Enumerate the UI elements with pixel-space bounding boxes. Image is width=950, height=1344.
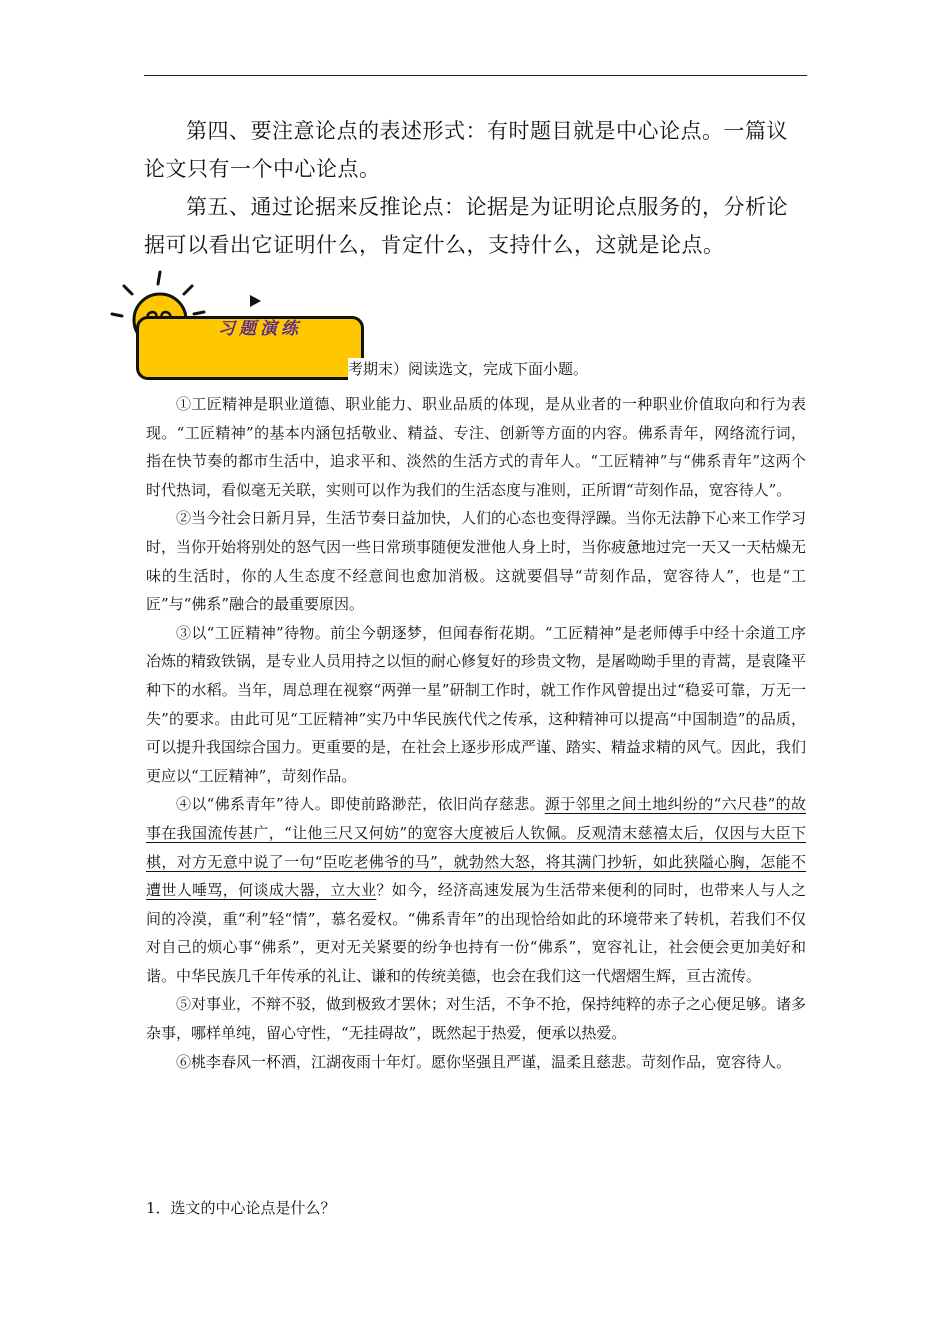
question-1: 1．选文的中心论点是什么？: [146, 1199, 336, 1217]
paragraph-4-end: ？如今，经济高速发展为生活带来便利的同时，也带来人与人之间的冷漠，重“利”轻“情”，慕名爱权。“佛系青年”的出现恰给如此的环境带来了转机，若我们不仅对自己的烦心事“佛系”，更对无关紧要的纷争也持有一份“佛系”，宽容礼让，社会便会更加美好和谐。中华民族几千年传承的礼让、谦和的传统美德，也会在我们这一代熠熠生辉，亘古流传。: [146, 881, 806, 985]
paragraph-3: ③以“工匠精神”待物。前尘今朝逐梦，但闻春衔花期。“工匠精神”是老师傅手中经十余道工序冶炼的精致铁锅，是专业人员用持之以恒的耐心修复好的珍贵文物，是屠呦呦手里的青蒿，是袁隆平种下的水稻。当年，周总理在视察“两弹一星”研制工作时，就工作作风曾提出过“稳妥可靠，万无一失”的要求。由此可见“工匠精神”实乃中华民族代代之传承，这种精神可以提高“中国制造”的品质，可以提升我国综合国力。更重要的是，在社会上逐步形成严谨、踏实、精益求精的风气。因此，我们更应以“工匠精神”，苛刻作品。: [146, 623, 807, 785]
header-rule: [144, 75, 807, 76]
source-line: 考期末）阅读选文，完成下面小题。: [348, 360, 589, 378]
intro-point-4: 第四、要注意论点的表述形式：有时题目就是中心论点。一篇议论文只有一个中心论点。: [144, 119, 788, 181]
banner-label: 习题演练: [218, 319, 302, 339]
paragraph-4-underlined: 源于邻里之间土地纠纷的“六尺巷”的故事在我国流传甚广，“让他三尺又何妨”的宽容大度被后人钦佩。反观清末慈禧太后，仅因与大臣下棋，对方无意中说了一句“臣吃老佛爷的马”，就勃然大怒，将其满门抄斩，如此狭隘心胸，怎能不遭世人唾骂，何谈成大器，立大业: [146, 795, 806, 900]
play-arrow-icon: [250, 295, 261, 307]
paragraph-4-start: ④以“佛系青年”待人。即使前路渺茫，依旧尚存慈悲。: [176, 795, 545, 814]
intro-section: [144, 112, 807, 264]
paragraph-2: ②当今社会日新月异，生活节奏日益加快，人们的心态也变得浮躁。当你无法静下心来工作学习时，当你开始将别处的怒气因一些日常琐事随便发泄他人身上时，当你疲惫地过完一天又一天枯燥无味的生活时，你的人生态度不经意间也愈加消极。这就要倡导“苛刻作品，宽容待人”，也是“工匠”与“佛系”融合的最重要原因。: [146, 509, 807, 614]
paragraph-1: ①工匠精神是职业道德、职业能力、职业品质的体现，是从业者的一种职业价值取向和行为表现。“工匠精神”的基本内涵包括敬业、精益、专注、创新等方面的内容。佛系青年，网络流行词，指在快节奏的都市生活中，追求平和、淡然的生活方式的青年人。“工匠精神”与“佛系青年”这两个时代热词，看似毫无关联，实则可以作为我们的生活态度与准则，正所谓“苛刻作品，宽容待人”。: [146, 395, 806, 499]
intro-point-5: 第五、通过论据来反推论点：论据是为证明论点服务的，分析论据可以看出它证明什么，肯定什么，支持什么，这就是论点。: [144, 195, 788, 257]
paragraph-6: ⑥桃李春风一杯酒，江湖夜雨十年灯。愿你坚强且严谨，温柔且慈悲。苛刻作品，宽容待人。: [176, 1052, 792, 1071]
paragraph-4: [146, 790, 806, 990]
article: [146, 390, 806, 1076]
practice-banner: [110, 268, 370, 388]
paragraph-5: ⑤对事业，不辩不驳，做到极致才罢休；对生活，不争不抢，保持纯粹的赤子之心便足够。诸多杂事，哪样单纯，留心守性，“无挂碍故”，既然起于热爱，便承以热爱。: [146, 995, 807, 1043]
